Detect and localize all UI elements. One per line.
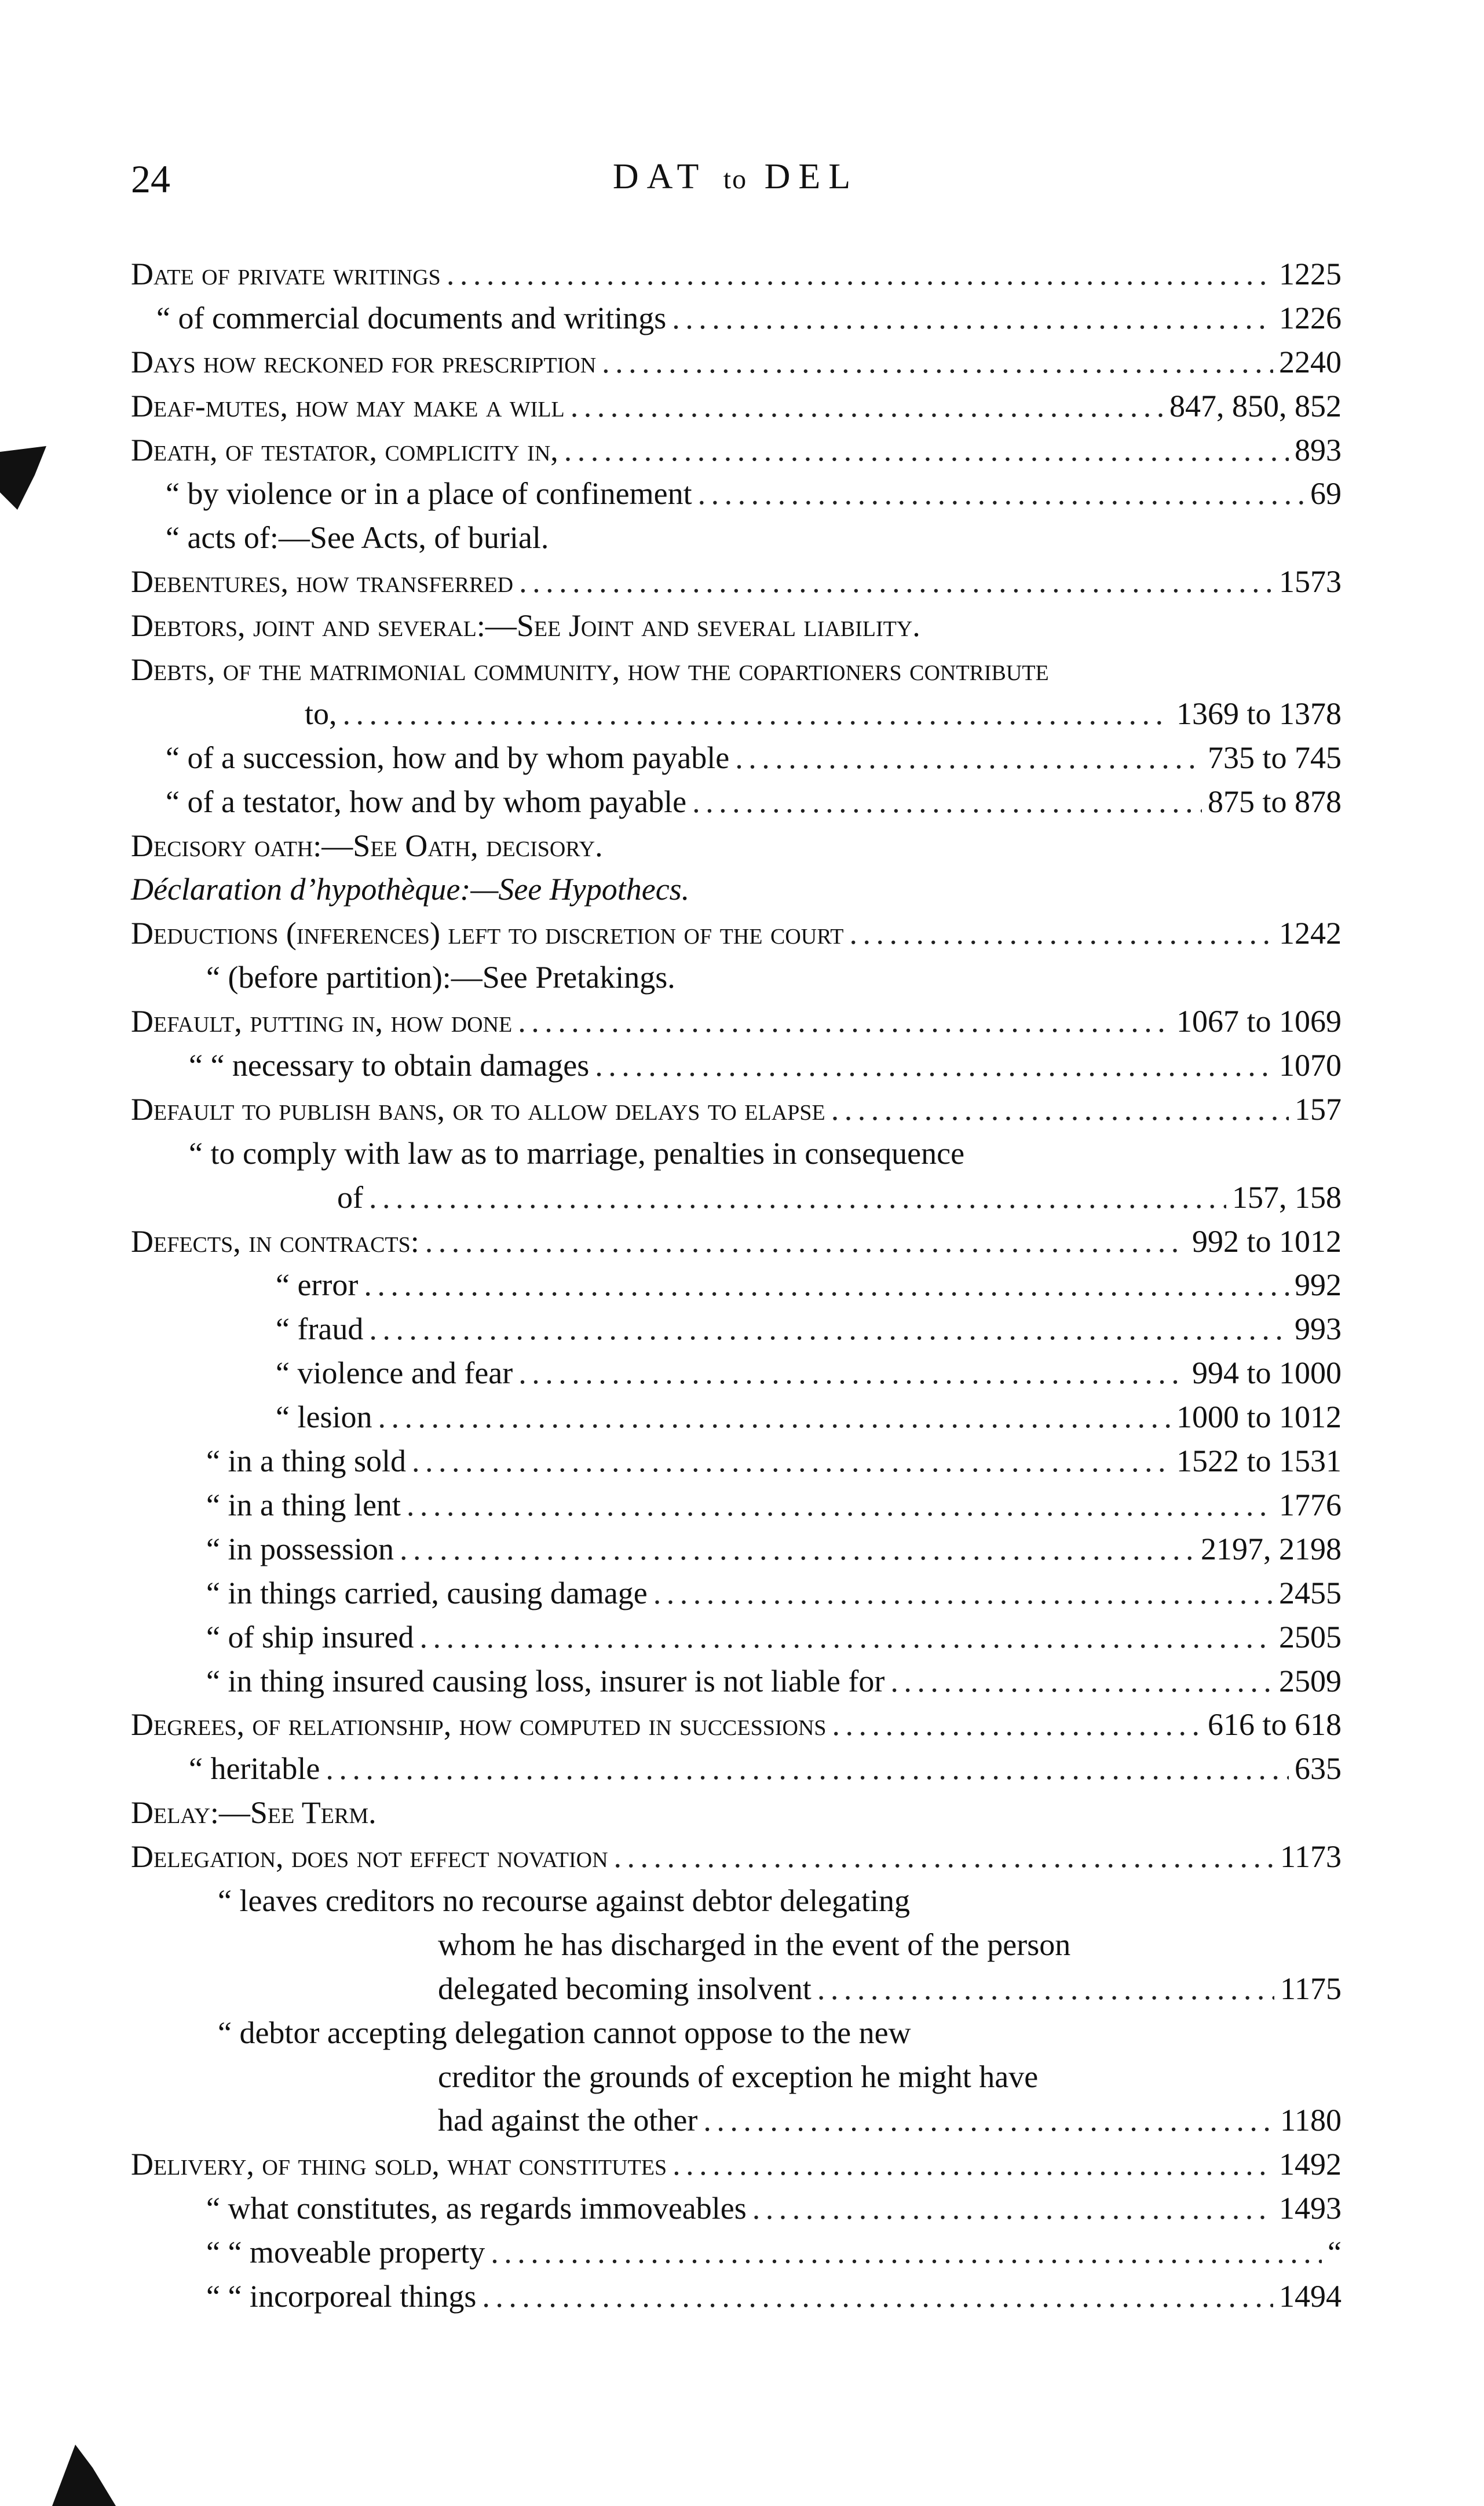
entry-ref: 994 to 1000 [1191,1356,1342,1391]
leader-dots [571,385,1164,429]
entry-ref: 1180 [1280,2103,1342,2138]
leader-dots [407,1484,1273,1528]
index-entry [131,692,1342,736]
page-number: 24 [131,157,170,201]
index-list [131,253,1342,2319]
entry-text: “ in possession [206,1531,394,1566]
entry-text: “ what constitutes, as regards immoveables [206,2191,747,2226]
index-entry [131,1088,1342,1132]
entry-ref: 616 to 618 [1207,1707,1342,1742]
entry-ref: 1494 [1279,2278,1342,2314]
entry-text: “ by violence or in a place of confinement [166,476,692,512]
entry-text: “ in a thing lent [206,1487,401,1522]
entry-ref: 1173 [1280,1839,1342,1875]
entry-text: “ acts of:—See Acts, of burial. [166,520,549,556]
entry-text: Death, of testator, complicity in, [131,432,558,467]
entry-ref: 2240 [1279,344,1342,379]
entry-ref: 992 [1295,1267,1342,1303]
entry-text: “ in thing insured causing loss, insurer is not liable for [206,1663,885,1698]
leader-dots [519,560,1273,604]
entry-text: “ of a testator, how and by whom payable [166,784,687,819]
index-entry [131,1176,1342,1220]
index-entry [131,1747,1342,1791]
entry-ref: 157, 158 [1232,1179,1342,1215]
index-entry [131,429,1342,473]
index-entry [131,1220,1342,1264]
entry-text: Deductions (inferences) left to discretion of the court [131,916,844,951]
leader-dots [491,2231,1322,2275]
index-entry [131,736,1342,780]
index-entry [131,956,1342,1000]
index-entry [131,912,1342,956]
entry-text: Default to publish bans, or to allow delays to elapse [131,1091,825,1127]
entry-ref: 1369 to 1378 [1176,696,1342,731]
entry-ref: “ [1328,2235,1342,2270]
leader-dots [564,429,1289,473]
entry-text: whom he has discharged in the event of the person [438,1927,1071,1962]
index-entry [131,868,1342,912]
index-entry [131,1351,1342,1396]
entry-text: Delivery, of thing sold, what constitutes [131,2147,667,2182]
entry-text: to, [305,696,337,731]
entry-ref: 1242 [1279,916,1342,951]
entry-text: “ “ moveable property [206,2235,485,2270]
index-entry [131,1572,1342,1616]
leader-dots [326,1747,1289,1791]
leader-dots [482,2275,1273,2319]
index-entry [131,1132,1342,1176]
entry-ref: 635 [1295,1751,1342,1787]
entry-text: “ to comply with law as to marriage, penalties in consequence [189,1135,965,1171]
index-entry [131,2055,1342,2099]
entry-text: “ of commercial documents and writings [156,300,667,335]
entry-text: “ leaves creditors no recourse against debtor delegating [218,1883,911,1918]
entry-ref: 1492 [1279,2147,1342,2182]
entry-text: “ “ incorporeal things [206,2278,477,2314]
index-entry [131,1263,1342,1307]
running-head-mid: to [723,164,748,195]
entry-text: Degrees, of relationship, how computed in successions [131,1707,827,1742]
page-header [131,156,1340,209]
entry-text: Debts, of the matrimonial community, how the copartioners contribute [131,652,1049,688]
entry-text: “ in a thing sold [206,1444,406,1479]
entry-text: Defects, in contracts: [131,1223,419,1259]
entry-text: Debentures, how transferred [131,564,514,600]
leader-dots [817,1967,1274,2011]
leader-dots [890,1660,1273,1704]
index-entry [131,253,1342,297]
entry-text: “ debtor accepting delegation cannot oppose to the new [218,2015,911,2050]
entry-ref: 1493 [1279,2191,1342,2226]
leader-dots [735,736,1202,780]
leader-dots [602,341,1273,385]
entry-ref: 1225 [1279,257,1342,291]
leader-dots [832,1703,1202,1747]
entry-ref: 875 to 878 [1207,784,1342,819]
leader-dots [698,472,1304,516]
entry-ref: 735 to 745 [1207,740,1342,775]
index-entry [131,385,1342,429]
index-entry [131,1440,1342,1484]
entry-ref: 1067 to 1069 [1176,1004,1342,1039]
index-entry [131,472,1342,516]
index-entry [131,1307,1342,1351]
entry-ref: 1522 to 1531 [1176,1444,1342,1479]
index-entry [131,780,1342,824]
leader-dots [703,2099,1274,2143]
entry-text: of [337,1179,363,1215]
index-entry [131,1923,1342,1967]
entry-ref: 2505 [1279,1619,1342,1654]
entry-ref: 1000 to 1012 [1176,1400,1342,1435]
index-entry [131,1835,1342,1879]
leader-dots [831,1088,1289,1132]
leader-dots [518,1000,1171,1044]
leader-dots [369,1307,1289,1351]
leader-dots [369,1176,1226,1220]
index-entry [131,648,1342,692]
entry-text: creditor the grounds of exception he might have [438,2059,1039,2094]
entry-text: “ lesion [276,1400,372,1435]
leader-dots [343,692,1171,736]
index-entry [131,341,1342,385]
leader-dots [692,780,1202,824]
entry-text: “ “ necessary to obtain damages [189,1048,590,1083]
entry-text: “ violence and fear [276,1356,513,1391]
index-entry [131,1044,1342,1088]
index-entry [131,1616,1342,1660]
entry-text: Delay:—See Term. [131,1795,377,1831]
leader-dots [419,1616,1273,1660]
scan-mark-left [0,440,52,516]
entry-text: Date of private writings [131,257,441,291]
running-head-right: DEL [764,157,859,196]
index-entry [131,1000,1342,1044]
entry-ref: 2197, 2198 [1201,1531,1342,1566]
entry-ref: 157 [1295,1091,1342,1127]
entry-ref: 1175 [1280,1971,1342,2006]
entry-text: Debtors, joint and several:—See Joint and several liability. [131,608,920,644]
index-entry [131,1396,1342,1440]
entry-text: Déclaration d’hypothèque:—See Hypothecs. [131,872,690,907]
leader-dots [412,1440,1171,1484]
leader-dots [752,2187,1273,2231]
leader-dots [400,1528,1195,1572]
entry-text: delegated becoming insolvent [438,1971,812,2006]
index-entry [131,297,1342,341]
entry-text: “ error [276,1267,359,1303]
running-head [131,156,1340,198]
index-entry [131,1879,1342,1923]
index-entry [131,604,1342,648]
leader-dots [518,1351,1186,1396]
entry-ref: 992 to 1012 [1191,1223,1342,1259]
index-entry [131,1660,1342,1704]
index-entry [131,1791,1342,1835]
index-entry [131,2011,1342,2055]
leader-dots [672,297,1273,341]
entry-ref: 69 [1310,476,1342,512]
leader-dots [364,1263,1289,1307]
index-entry [131,824,1342,868]
entry-text: Delegation, does not effect novation [131,1839,608,1875]
entry-text: “ (before partition):—See Pretakings. [206,960,675,995]
leader-dots [595,1044,1273,1088]
entry-ref: 893 [1295,432,1342,467]
entry-ref: 1226 [1279,300,1342,335]
entry-text: “ heritable [189,1751,320,1787]
entry-ref: 1776 [1279,1487,1342,1522]
entry-ref: 1070 [1279,1048,1342,1083]
entry-ref: 993 [1295,1312,1342,1347]
entry-text: Days how reckoned for prescription [131,344,597,379]
leader-dots [425,1220,1186,1264]
leader-dots [653,1572,1273,1616]
running-head-left: DAT [612,157,707,196]
index-entry [131,2187,1342,2231]
leader-dots [378,1396,1171,1440]
index-entry [131,516,1342,560]
scan-mark-bottom [41,2421,116,2506]
entry-text: Deaf-mutes, how may make a will [131,388,565,423]
leader-dots [447,253,1273,297]
entry-text: Default, putting in, how done [131,1004,513,1039]
entry-ref: 2455 [1279,1575,1342,1610]
leader-dots [614,1835,1274,1879]
index-entry [131,2231,1342,2275]
entry-text: had against the other [438,2103,698,2138]
index-entry [131,1703,1342,1747]
index-entry [131,2275,1342,2319]
index-entry [131,560,1342,604]
entry-ref: 1573 [1279,564,1342,600]
leader-dots [850,912,1274,956]
entry-ref: 847, 850, 852 [1169,388,1342,423]
entry-ref: 2509 [1279,1663,1342,1698]
index-entry [131,2099,1342,2143]
entry-text: “ fraud [276,1312,364,1347]
entry-text: “ of ship insured [206,1619,414,1654]
leader-dots [672,2143,1273,2187]
index-entry [131,2143,1342,2187]
entry-text: “ of a succession, how and by whom payable [166,740,730,775]
entry-text: “ in things carried, causing damage [206,1575,648,1610]
index-entry [131,1528,1342,1572]
entry-text: Decisory oath:—See Oath, decisory. [131,828,603,863]
index-entry [131,1484,1342,1528]
index-entry [131,1967,1342,2011]
